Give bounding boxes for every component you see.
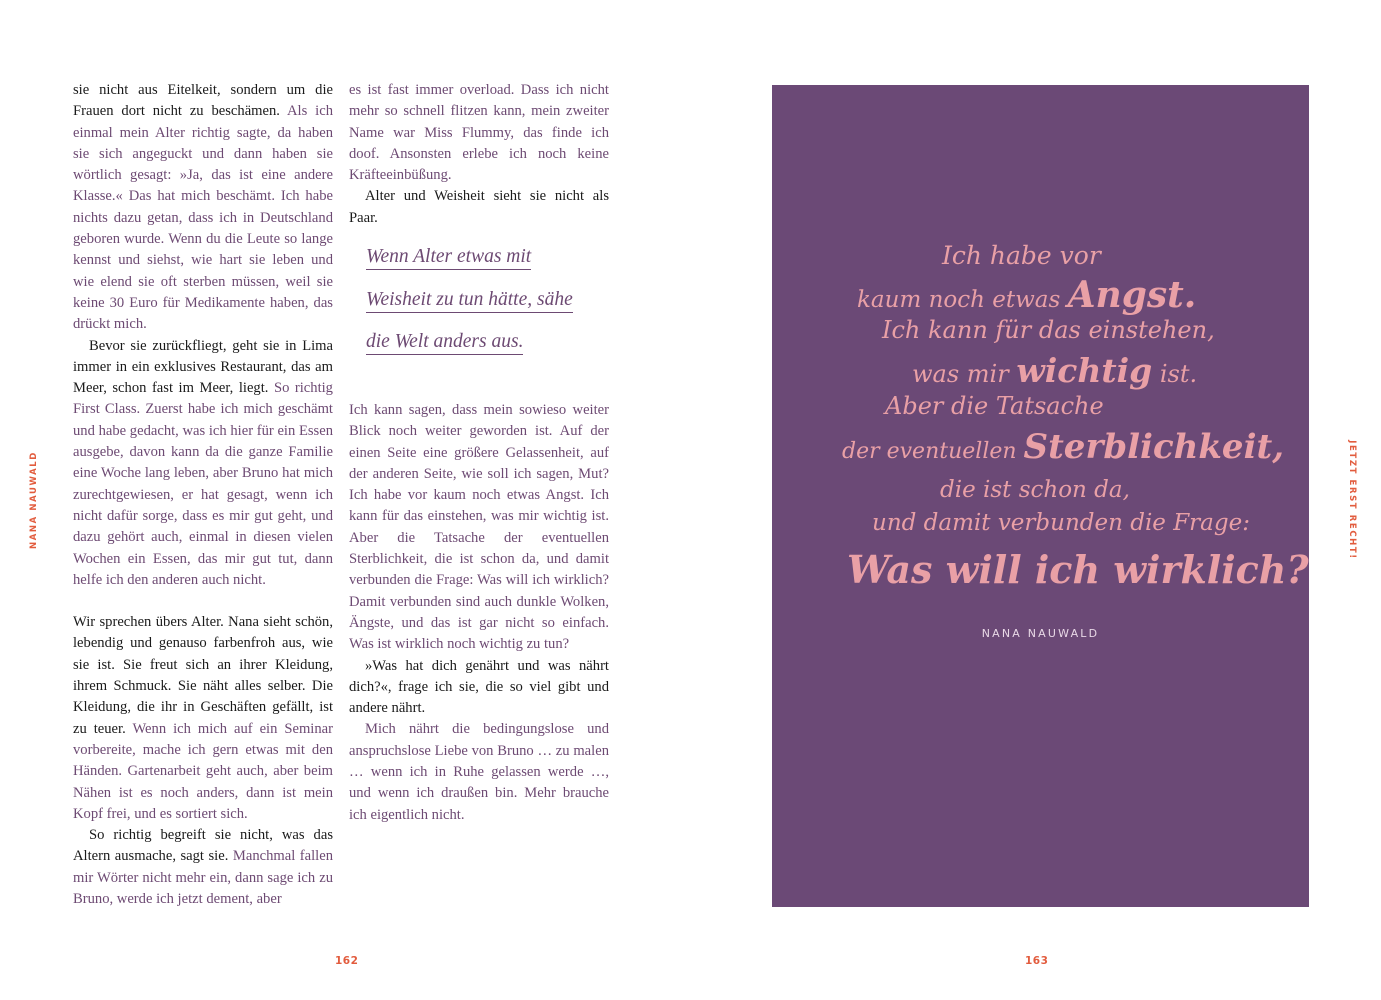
pull-quote-line: Wenn Alter etwas mit <box>366 246 531 270</box>
quote-line: der eventuellen Sterblichkeit, <box>842 427 1285 467</box>
narrative-text: Wir sprechen übers Alter. Nana sieht schön, lebendig und genauso farbenfroh aus, wie sie ist. Sie freut sich an ihrer Kleidung, ihrem Schmuck. Sie näht alles selber. Die Kleidung, die ihr in Geschäften gefällt, ist zu teuer. <box>73 614 333 737</box>
page-number-left: 162 <box>335 955 359 967</box>
paragraph: es ist fast immer overload. Dass ich nicht mehr so schnell flitzen kann, mein zweiter Name war Miss Flummy, das finde ich doof. Ansonsten erlebe ich noch keine Kräfteeinbüßung. <box>349 82 609 184</box>
paragraph <box>73 336 333 592</box>
narrative-text: So richtig begreift sie nicht, was das Altern ausmache, sagt sie. <box>73 827 333 865</box>
pull-quote-line: Weisheit zu tun hätte, sähe <box>366 289 573 313</box>
paragraph <box>73 825 333 910</box>
paragraph: Mich nährt die bedingungslose und anspruchslose Liebe von Bruno … zu malen … wenn ich in Ruhe gelassen werde …, und wenn ich draußen bin. Mehr brauche ich eigentlich nicht. <box>349 721 609 823</box>
running-head-title: JETZT ERST RECHT! <box>1347 440 1357 560</box>
page-number-right: 163 <box>1025 955 1049 967</box>
paragraph: Alter und Weisheit sieht sie nicht als Paar. <box>349 188 609 226</box>
quote-line: die ist schon da, <box>940 477 1130 503</box>
paragraph: Ich kann sagen, dass mein sowieso weiter Blick noch weiter geworden ist. Auf der einen Seite eine größere Gelassenheit, auf der anderen Seite, wie soll ich sagen, Mut? Ich habe vor kaum noch etwas Angst. Ich kann für das einstehen, was mir wichtig ist. Aber die Tatsache der eventuellen Sterblichkeit, die ist schon da, und damit verbunden die Frage: Was will ich wirklich? Damit verbunden sind auch dunkle Wolken, Ängste, und das ist gar nicht so einfach. Was ist wirklich noch wichtig zu tun? <box>349 402 609 653</box>
narrative-text: Bevor sie zurückfliegt, geht sie in Lima immer in ein exklusives Restaurant, das am Meer, schon fast im Meer, liegt. <box>73 337 333 397</box>
quote-line: Ich kann für das einstehen, <box>882 316 1215 344</box>
text-column-right-top <box>349 80 609 229</box>
quote-text: Wenn ich mich auf ein Seminar vorbereite, mache ich gern etwas mit den Händen. Gartenarbeit geht auch, aber beim Nähen ist es noch anders, dann ist mein Kopf frei, und es sortiert sich. <box>73 720 333 822</box>
running-head-author: NANA NAUWALD <box>29 451 39 549</box>
quote-line: und damit verbunden die Frage: <box>872 510 1250 536</box>
text-column-left <box>73 80 333 910</box>
quote-text: Als ich einmal mein Alter richtig sagte, da haben sie sich angeguckt und dann haben sie wörtlich gesagt: »Ja, das ist eine andere Klasse.« Das hat mich beschämt. Ich habe nichts dazu getan, dass ich in Deutschland geboren wurde. Wenn du die Leute so lange kennst und siehst, wie hart sie leben und wie elend sie oft sterben müssen, weil sie keine 30 Euro für Medikamente haben, das drückt mich. <box>73 103 333 333</box>
text-column-right-bottom <box>349 400 609 826</box>
quote-text: Manchmal fallen mir Wörter nicht mehr ein, dann sage ich zu Bruno, werde ich jetzt dement, aber <box>73 848 333 907</box>
paragraph: »Was hat dich genährt und was nährt dich?«, frage ich sie, die so viel gibt und andere nährt. <box>349 657 609 717</box>
quote-line: Aber die Tatsache <box>885 392 1104 420</box>
pull-quote-line: die Welt anders aus. <box>366 331 523 355</box>
paragraph <box>73 612 333 825</box>
quote-author: NANA NAUWALD <box>981 627 1100 640</box>
quote-text: So richtig First Class. Zuerst habe ich mich geschämt und habe gedacht, was ich hier für ein Essen ausgebe, davon kann da die ganze Familie eine Woche lang leben, aber Bruno hat mich zurechtgewiesen, er hat gesagt, wenn ich nicht dafür sorge, dass es mir gut geht, und dazu gehört auch, einmal in diesen vielen Wochen ein Essen, das mir gut tut, dann helfe ich den anderen auch nicht. <box>73 380 333 588</box>
quote-line: was mir wichtig ist. <box>912 351 1198 390</box>
narrative-text: sie nicht aus Eitelkeit, sondern um die Frauen dort nicht zu beschämen. <box>73 82 333 120</box>
quote-line-emphasis: Was will ich wirklich? <box>847 547 1309 592</box>
quote-line: kaum noch etwas Angst. <box>857 274 1197 316</box>
quote-panel <box>772 85 1309 907</box>
paragraph <box>73 80 333 336</box>
pull-quote <box>366 246 606 374</box>
quote-line: Ich habe vor <box>942 241 1101 270</box>
